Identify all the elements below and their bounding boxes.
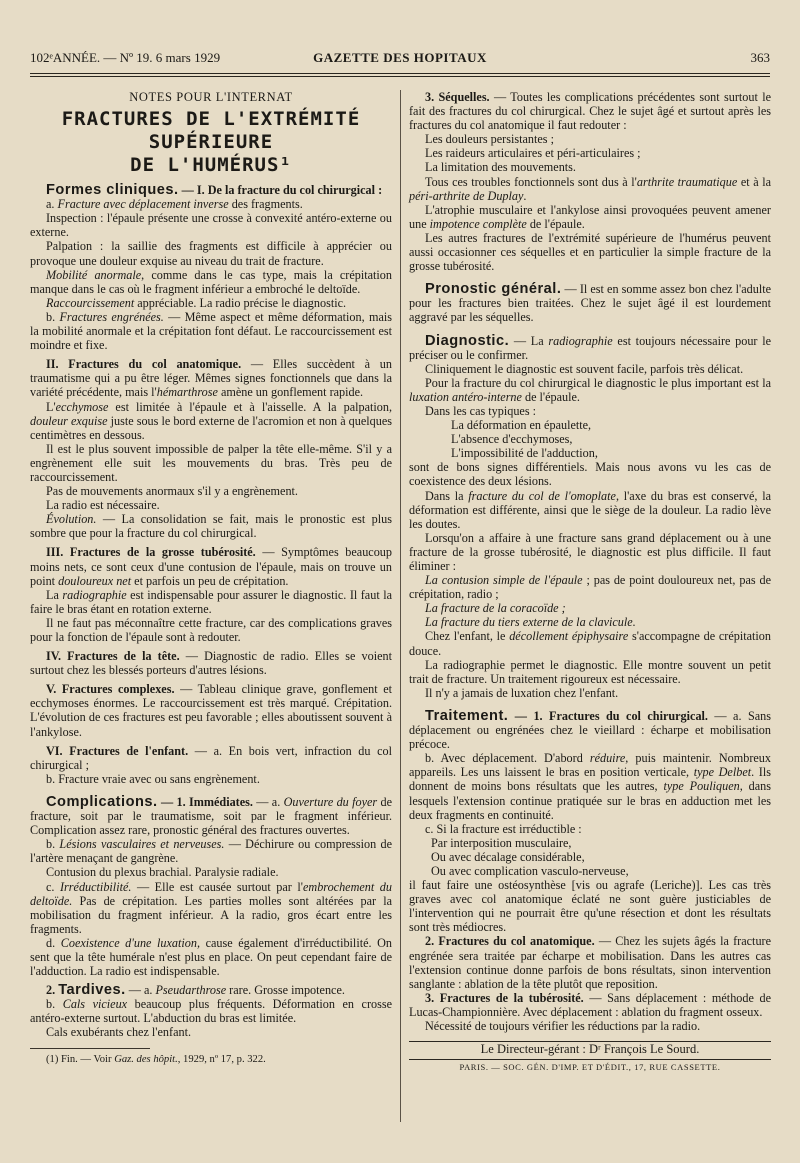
paragraph: Palpation : la saillie des fragments est difficile à apprécier ou provoque une douleur exquise au niveau du trait de fracture. [30,239,392,268]
left-column [30,90,392,1067]
list-item: Ou avec complication vasculo-nerveuse, [431,863,629,878]
list-item: La limitation des mouvements. [425,160,576,175]
paragraph: b. Cals vicieux beaucoup plus fréquents. Déformation en crosse antéro-externe surtout. L'abduction du bras est limitée. [30,997,393,1026]
paragraph: Dans les cas typiques : [425,403,537,418]
section-kicker: NOTES POUR L'INTERNAT [129,90,293,104]
paragraph: Il est le plus souvent impossible de palper la tête elle-même. S'il y a engrènement elle suit les mouvements du bras. Très peu de raccourcissement. [30,441,392,484]
header-rule-bottom [30,76,770,77]
paragraph: Diagnostic. — La radiographie est toujours nécessaire pour le préciser ou le confirmer. [409,332,771,362]
paragraph: a. Fracture avec déplacement inverse des fragments. [46,197,303,212]
footnote-rule [30,1048,150,1049]
paragraph: b. Avec déplacement. D'abord réduire, puis maintenir. Nombreux appareils. Les uns laissent le bras en position verticale, type Delbet. Ils donnent de moins bons résultats que les autres, type Pouliquen, dans lesquels l'extension continue pratiquée sur le bras en adduction met les deux fragments en continuité. [409,751,771,822]
journal-title: GAZETTE DES HOPITAUX [313,50,487,65]
article-title [30,108,392,177]
paragraph: Cliniquement le diagnostic est souvent facile, parfois très délicat. [425,361,744,376]
footer-rule [409,1041,771,1042]
paragraph: c. Si la fracture est irréductible : [425,821,582,836]
title-line-2: DE L'HUMÉRUS¹ [130,154,292,177]
list-item: L'impossibilité de l'adduction, [451,446,598,461]
paragraph: La radiographie est indispensable pour assurer le diagnostic. Il faut la faire le bras étant en rotation externe. [30,587,392,616]
paragraph: b. Lésions vasculaires et nerveuses. — Déchirure ou compression de l'artère menaçant de gangrène. [30,837,393,866]
footnote: (1) Fin. — Voir Gaz. des hôpit., 1929, nº 17, p. 322. [46,1053,266,1065]
list-item: La déformation en épaulette, [451,418,592,433]
paragraph: 2. Fractures du col anatomique. — Chez les sujets âgés la fracture engrénée sera traitée par écharpe et mobilisation. Dans les autres cas l'extension continue donne parfois de bons résultats, sinon intervention sanglante : ablation de la tête plutôt que reposition. [409,934,772,991]
paragraph: L'ecchymose est limitée à l'épaule et à l'aisselle. A la palpation, douleur exquise juste sous le bord externe de l'acromion et non à quelques centimètres en dessous. [30,399,392,442]
paragraph: c. Irréductibilité. — Elle est causée surtout par l'embrochement du deltoïde. Pas de crépitation. Les parties molles sont altérées par la mobilisation du fragment inférieur. A la radio, gros écart entre les fragments. [30,879,392,936]
paragraph: sont de bons signes différentiels. Mais nous avons vu les cas de coexistence des deux lésions. [409,460,771,489]
paragraph: Il ne faut pas méconnaître cette fracture, car des complications graves pour la fonction de l'épaule sont à redouter. [30,615,392,644]
director-signature: Le Directeur-gérant : Dʳ François Le Sourd. [480,1042,700,1057]
page-number: 363 [750,50,770,65]
paragraph: 3. Fractures de la tubérosité. — Sans déplacement : méthode de Lucas-Championnière. Avec déplacement : ablation du fragment osseux. [409,990,771,1019]
list-item: Les douleurs persistantes ; [425,132,554,147]
paragraph: Formes cliniques. — I. De la fracture du col chirurgical : [46,182,383,199]
paragraph: Pas de mouvements anormaux s'il y a engrènement. [46,484,298,499]
paragraph: Chez l'enfant, le décollement épiphysaire s'accompagne de crépitation douce. [409,629,771,658]
paragraph: Les autres fractures de l'extrémité supérieure de l'humérus peuvent aussi occasionner ces séquelles et en particulier la simple fracture de la grosse tubérosité. [409,230,771,274]
paragraph: II. Fractures du col anatomique. — Elles succèdent à un traumatisme qui a pu être léger. Mêmes signes fonctionnels que dans la variété précédente, mais l'hémarthrose amène un gonflement rapide. [30,357,392,400]
paragraph: d. Coexistence d'une luxation, cause également d'irréductibilité. On sent que la tête humérale n'est plus en place. On peut cependant faire de l'adduction. La radio est indispensable. [30,935,393,979]
paragraph: Complications. — 1. Immédiates. — a. Ouverture du foyer de fracture, soit par le traumatisme, soit par le fragment inférieur. Complication assez rare, pronostic général des fractures ouvertes. [30,793,392,838]
list-item: Ou avec décalage considérable, [431,849,585,864]
paragraph: IV. Fractures de la tête. — Diagnostic de radio. Elles se voient surtout chez les blessés porteurs d'autres lésions. [30,649,392,678]
paragraph: Raccourcissement appréciable. La radio précise le diagnostic. [46,295,347,310]
header-rule-top [30,73,770,74]
list-item: La contusion simple de l'épaule ; pas de point douloureux net, pas de crépitation, radio ; [409,573,771,602]
printer-rule [409,1059,771,1060]
printer-line: PARIS. — SOC. GÉN. D'IMP. ET D'ÉDIT., 17, RUE CASSETTE. [459,1062,721,1073]
list-item: L'absence d'ecchymoses, [451,432,573,447]
paragraph: Évolution. — La consolidation se fait, mais le pronostic est plus sombre que pour la fracture du col chirurgical. [30,512,392,541]
paragraph: il faut faire une ostéosynthèse [vis ou agrafe (Leriche)]. Les cas très graves avec col anatomique éclaté ne sont guère justiciables de l'intervention qui ne pourrait être qu'une résection et dont les résultats sont très médiocres. [409,878,771,935]
paragraph: La radiographie permet le diagnostic. Elle montre souvent un petit trait de fracture. Un traitement rigoureux est nécessaire. [409,657,771,686]
paragraph: Inspection : l'épaule présente une crosse à convexité antéro-externe ou externe. [30,211,392,240]
paragraph: Mobilité anormale, comme dans le cas type, mais la crépitation manque dans le cas où le fragment inférieur a embroché le deltoïde. [30,267,392,296]
right-column [409,90,771,1074]
paragraph: Pour la fracture du col chirurgical le diagnostic le plus important est la luxation antéro-interne de l'épaule. [409,375,771,404]
list-item: La fracture de la coracoïde ; [425,601,566,616]
paragraph: III. Fractures de la grosse tubérosité. — Symptômes beaucoup moins nets, ce sont ceux d'une contusion de l'épaule, mais on trouve un point douloureux net et parfois un peu de crépitation. [30,545,392,588]
paragraph: Pronostic général. — Il est en somme assez bon chez l'adulte pour les fractures bien traitées. Chez le sujet âgé il est lourdement aggravé par les séquelles. [409,281,772,325]
paragraph: Lorsqu'on a affaire à une fracture sans grand déplacement ou à une fracture de la grosse tubérosité, le diagnostic est plus difficile. Il faut éliminer : [409,530,771,573]
column-divider [400,90,401,1122]
paragraph: Cals exubérants chez l'enfant. [46,1025,192,1040]
paragraph: Traitement. — 1. Fractures du col chirurgical. — a. Sans déplacement ou engrénées chez le vieillard : écharpe et mobilisation précoce. [409,707,771,752]
paragraph: Il n'y a jamais de luxation chez l'enfant. [425,685,619,700]
title-line-1: FRACTURES DE L'EXTRÉMITÉ SUPÉRIEURE [61,108,361,154]
paragraph: Nécessité de toujours vérifier les réductions par la radio. [425,1019,701,1033]
paragraph: Tous ces troubles fonctionnels sont dus à l'arthrite traumatique et à la péri-arthrite de Duplay. [409,174,771,203]
paragraph: 2. Tardives. — a. Pseudarthrose rare. Grosse impotence. [46,982,345,999]
list-item: Les raideurs articulaires et péri-articulaires ; [425,146,641,161]
issue-line: 102ᵉANNÉE. — Nº 19. 6 mars 1929 [30,50,221,65]
paragraph: Contusion du plexus brachial. Paralysie radiale. [46,865,279,880]
paragraph: V. Fractures complexes. — Tableau clinique grave, gonflement et ecchymoses énormes. Le raccourcissement est très marqué. Crépitation. L'évolution de ces fractures est peu favorable ; elles aboutissent souvent à l'ankylose. [30,682,392,739]
paragraph: b. Fractures engrénées. — Même aspect et même déformation, mais la mobilité anormale et la crépitation font défaut. Le raccourcissement est moindre et fixe. [30,309,392,353]
paragraph: La radio est nécessaire. [46,498,160,513]
list-item: La fracture du tiers externe de la clavicule. [425,615,636,630]
paragraph: b. Fracture vraie avec ou sans engrènement. [46,771,260,786]
paragraph: L'atrophie musculaire et l'ankylose ainsi provoquées peuvent amener une impotence complète de l'épaule. [409,202,771,231]
list-item: Par interposition musculaire, [431,835,572,850]
paragraph: VI. Fractures de l'enfant. — a. En bois vert, infraction du col chirurgical ; [30,743,392,772]
paragraph: 3. Séquelles. — Toutes les complications précédentes sont surtout le fait des fractures du col chirurgical. Chez le sujet âgé et surtout après les fractures du col anatomique il faut redouter : [409,90,771,133]
running-header [30,50,770,68]
paragraph: Dans la fracture du col de l'omoplate, l'axe du bras est conservé, la déformation est différente, ainsi que le siège de la douleur. La radio lève les doutes. [409,488,771,531]
